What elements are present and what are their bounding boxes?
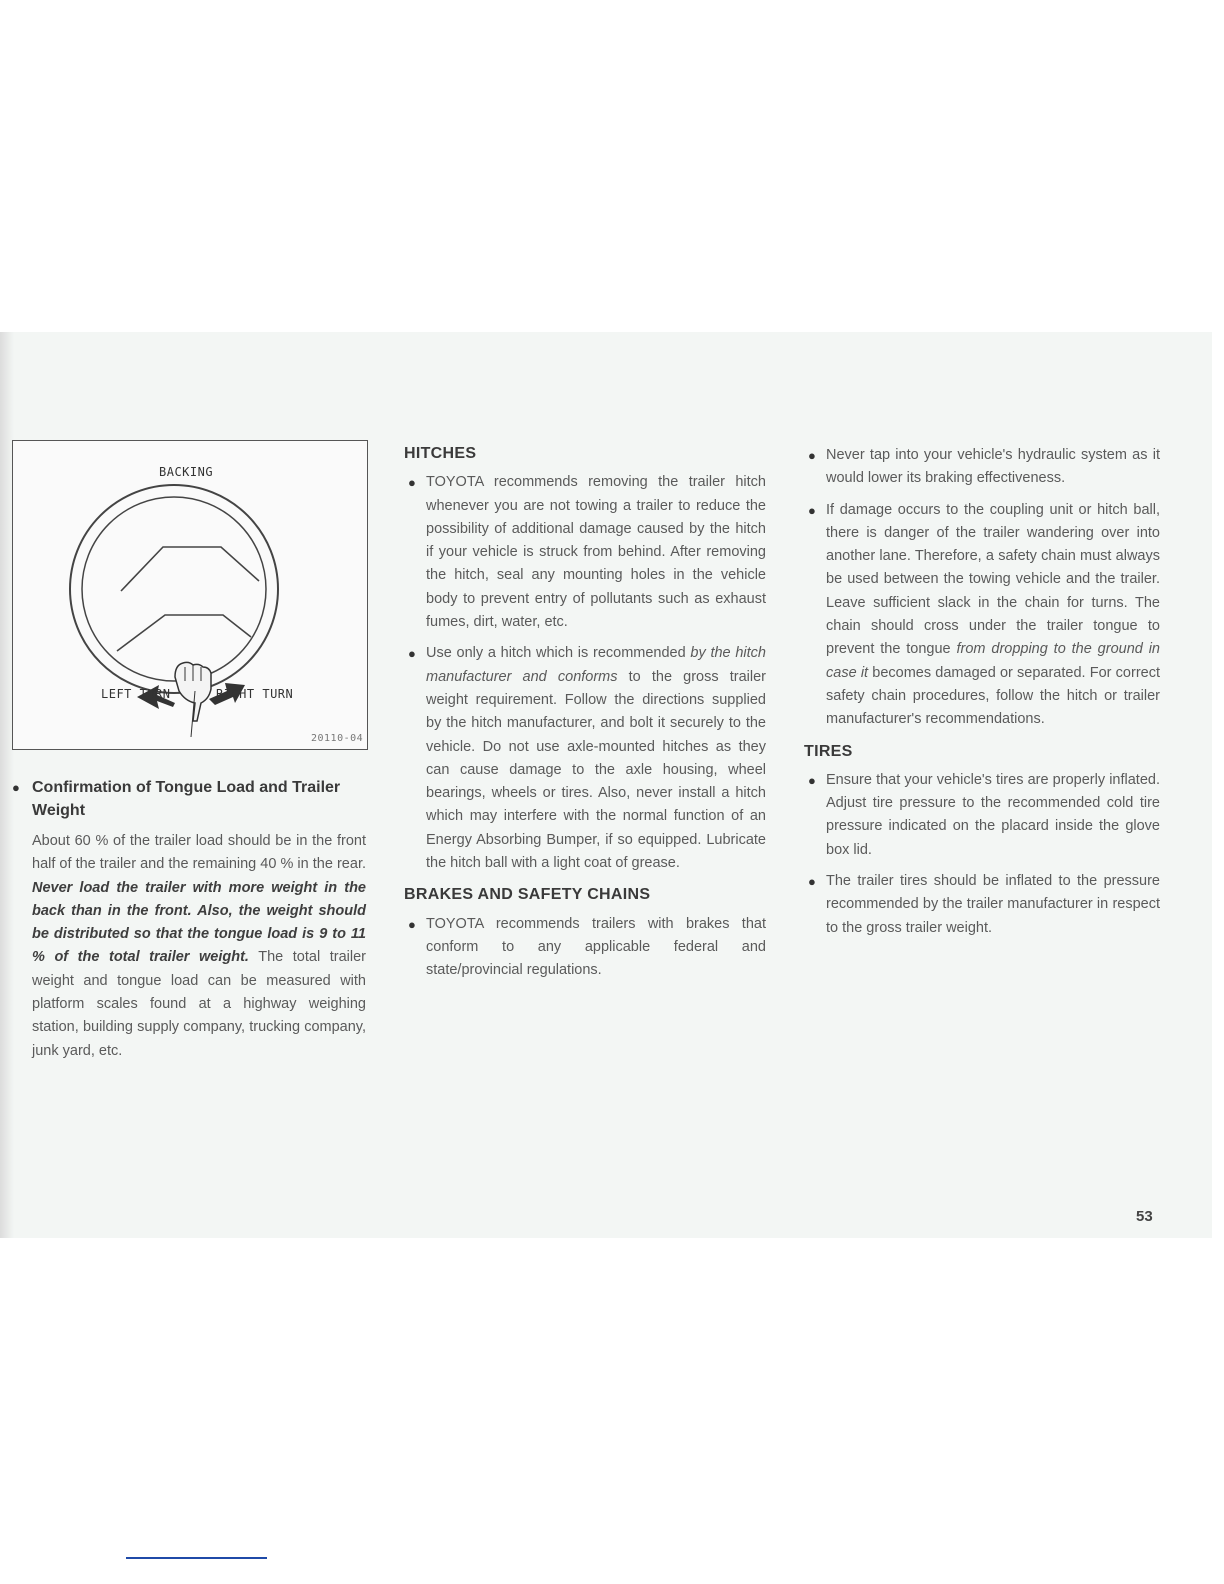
- steering-diagram: [12, 440, 368, 750]
- bullet-dot: ●: [808, 874, 816, 890]
- label-backing: BACKING: [159, 465, 214, 479]
- item-text: becomes damaged or separated. For correct safety chain procedures, follow the hitch or trailer manufacturer's recommendations.: [826, 664, 1160, 728]
- italic-text: by the hitch manufacturer and conforms: [426, 645, 766, 685]
- section-title: Confirmation of Tongue Load and Trailer Weight: [32, 779, 341, 819]
- item-text: TOYOTA recommends trailers with brakes that conform to any applicable federal and state/provincial regulations.: [426, 915, 766, 979]
- column-right: [804, 444, 1160, 948]
- page-number: 53: [1136, 1208, 1153, 1225]
- list-item: [404, 471, 766, 634]
- heading-hitches: HITCHES: [404, 445, 477, 462]
- steering-wheel-illustration: [13, 441, 367, 749]
- tongue-load-body: [12, 830, 366, 1063]
- figure-id: 20110-04: [311, 733, 364, 744]
- heading-tires: TIRES: [804, 742, 853, 760]
- item-text: If damage occurs to the coupling unit or hitch ball, there is danger of the trailer wandering over into another lane. Therefore, a safety chain must always be used between the towing vehicle and the trailer. Leave sufficient slack in the chain for turns. The chain should cross under the trailer tongue to prevent the tongue: [826, 501, 1160, 658]
- list-item: [404, 642, 766, 875]
- item-text: The trailer tires should be inflated to the pressure recommended by the trailer manufacturer in respect to the gross trailer weight.: [826, 873, 1160, 936]
- italic-text: from dropping to the ground in case it: [826, 641, 1160, 681]
- list-item: [804, 444, 1160, 491]
- item-text: TOYOTA recommends removing the trailer hitch whenever you are not towing a trailer to reduce the possibility of additional damage caused by the hitch if your vehicle is struck from behind. After removing the hitch, seal any mounting holes in the vehicle body to prevent entry of pollutants such as exhaust fumes, dirt, water, etc.: [426, 474, 766, 631]
- bullet-dot: ●: [808, 502, 816, 518]
- column-left: [12, 776, 366, 1063]
- bullet-dot: ●: [808, 772, 816, 788]
- emphasis-text: Never load the trailer with more weight in the back than in the front. Also, the weight should be distributed so that the tongue load is 9 to 11 % of the total trailer weight.: [32, 879, 366, 966]
- body-text: The total trailer weight and tongue load can be measured with platform scales found at a highway weighing station, building supply company, trucking company, junk yard, etc.: [32, 949, 366, 1059]
- tongue-load-section: [12, 776, 366, 822]
- column-middle: [404, 442, 766, 991]
- bullet-dot: ●: [408, 646, 416, 662]
- list-item: [404, 913, 766, 983]
- item-text: Ensure that your vehicle's tires are properly inflated. Adjust tire pressure to the recommended cold tire pressure indicated on the placard inside the glove box lid.: [826, 771, 1160, 858]
- item-text: Never tap into your vehicle's hydraulic system as it would lower its braking effectiveness.: [826, 447, 1160, 487]
- list-item: [804, 870, 1160, 940]
- label-left-turn: LEFT TURN: [101, 687, 171, 701]
- body-text: About 60 % of the trailer load should be in the front half of the trailer and the remaining 40 % in the rear.: [32, 833, 366, 873]
- bullet-dot: ●: [408, 916, 416, 932]
- heading-brakes: BRAKES AND SAFETY CHAINS: [404, 886, 651, 904]
- bullet-dot: ●: [408, 475, 416, 491]
- bullet-dot: ●: [808, 448, 816, 463]
- manual-page: [0, 332, 1212, 1238]
- item-text: to the gross trailer weight requirement. Follow the directions supplied by the hitch manufacturer, and bolt it securely to the vehicle. Do not use axle-mounted hitches as they can cause damage to the axle housing, wheel bearings, wheels or tires. Also, never install a hitch which may interfere with the normal function of an Energy Absorbing Bumper, if so equipped. Lubricate the hitch ball with a light coat of grease.: [426, 668, 766, 872]
- bullet-dot: ●: [12, 780, 20, 795]
- list-item: [804, 769, 1160, 862]
- item-text: Use only a hitch which is recommended: [426, 645, 691, 662]
- link-underline: [126, 1557, 267, 1559]
- list-item: [804, 499, 1160, 732]
- label-right-turn: RIGHT TURN: [216, 687, 294, 701]
